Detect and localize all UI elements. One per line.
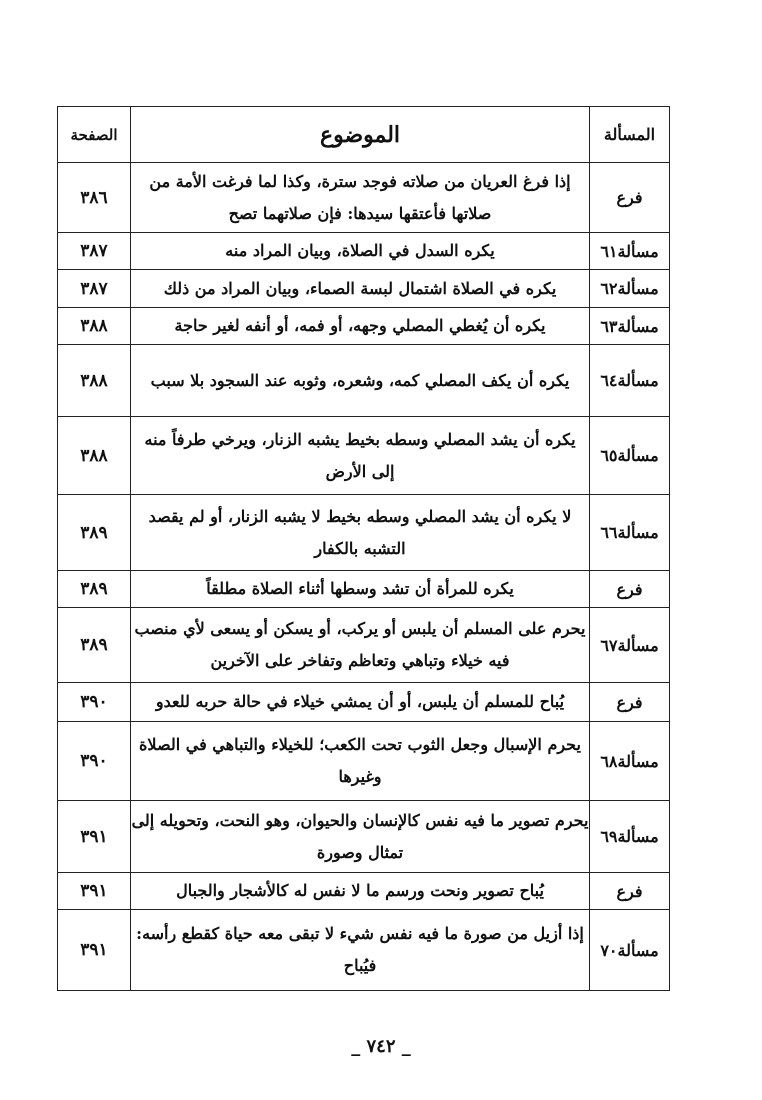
table-row xyxy=(58,683,670,722)
question-cell: مسألة٦٨ xyxy=(590,722,670,801)
topic-cell: لا يكره أن يشد المصلي وسطه بخيط لا يشبه الزنار، أو لم يقصد التشبه بالكفار xyxy=(131,495,590,571)
table-row xyxy=(58,308,670,345)
table-row xyxy=(58,345,670,417)
topic-cell: يحرم على المسلم أن يلبس أو يركب، أو يسكن أو يسعى لأي منصب فيه خيلاء وتباهي وتعاظم وتفاخر على الآخرين xyxy=(131,608,590,683)
page-cell: ٣٨٧ xyxy=(58,270,131,308)
topic-cell: يُباح تصوير ونحت ورسم ما لا نفس له كالأشجار والجبال xyxy=(131,873,590,910)
table-row xyxy=(58,801,670,873)
topic-cell: يحرم الإسبال وجعل الثوب تحت الكعب؛ للخيلاء والتباهي في الصلاة وغيرها xyxy=(131,722,590,801)
topic-cell: يحرم تصوير ما فيه نفس كالإنسان والحيوان، وهو النحت، وتحويله إلى تمثال وصورة xyxy=(131,801,590,873)
page-cell: ٣٨٦ xyxy=(58,163,131,233)
page-cell: ٣٨٩ xyxy=(58,608,131,683)
page-cell: ٣٩١ xyxy=(58,873,131,910)
page-number: _ ٧٤٢ _ xyxy=(351,1036,411,1057)
table-row xyxy=(58,722,670,801)
topic-cell: يكره أن يشد المصلي وسطه بخيط يشبه الزنار، ويرخي طرفاً منه إلى الأرض xyxy=(131,417,590,495)
topic-cell: يكره للمرأة أن تشد وسطها أثناء الصلاة مطلقاً xyxy=(131,571,590,608)
topic-cell: يُباح للمسلم أن يلبس، أو أن يمشي خيلاء في حالة حربه للعدو xyxy=(131,683,590,722)
topic-cell: إذا فرغ العريان من صلاته فوجد سترة، وكذا لما فرغت الأمة من صلاتها فأعتقها سيدها: فإن صلاتهما تصح xyxy=(131,163,590,233)
question-cell: مسألة٧٠ xyxy=(590,910,670,991)
table-row xyxy=(58,910,670,991)
page-cell: ٣٨٨ xyxy=(58,308,131,345)
question-cell: فرع xyxy=(590,683,670,722)
table-row xyxy=(58,163,670,233)
page-cell: ٣٩٠ xyxy=(58,683,131,722)
topic-cell: يكره أن يُغطي المصلي وجهه، أو فمه، أو أنفه لغير حاجة xyxy=(131,308,590,345)
table-row xyxy=(58,495,670,571)
topic-cell: يكره السدل في الصلاة، وبيان المراد منه xyxy=(131,233,590,270)
question-cell: فرع xyxy=(590,571,670,608)
table-row xyxy=(58,873,670,910)
question-cell: مسألة٦٦ xyxy=(590,495,670,571)
topic-cell: إذا أزيل من صورة ما فيه نفس شيء لا تبقى معه حياة كقطع رأسه: فيُباح xyxy=(131,910,590,991)
table-row xyxy=(58,270,670,308)
question-cell: مسألة٦٣ xyxy=(590,308,670,345)
header-question: المسألة xyxy=(590,107,670,163)
question-cell: فرع xyxy=(590,873,670,910)
question-cell: مسألة٦٧ xyxy=(590,608,670,683)
topic-cell: يكره أن يكف المصلي كمه، وشعره، وثوبه عند السجود بلا سبب xyxy=(131,345,590,417)
page-cell: ٣٨٧ xyxy=(58,233,131,270)
page-cell: ٣٩١ xyxy=(58,910,131,991)
header-page: الصفحة xyxy=(58,107,131,163)
index-table xyxy=(57,106,670,991)
table-row xyxy=(58,571,670,608)
question-cell: مسألة٦٥ xyxy=(590,417,670,495)
question-cell: مسألة٦١ xyxy=(590,233,670,270)
page-cell: ٣٨٩ xyxy=(58,495,131,571)
page-cell: ٣٨٨ xyxy=(58,417,131,495)
header-topic: الموضوع xyxy=(131,107,590,163)
topic-cell: يكره في الصلاة اشتمال لبسة الصماء، وبيان المراد من ذلك xyxy=(131,270,590,308)
table-row xyxy=(58,417,670,495)
table-row xyxy=(58,233,670,270)
question-cell: مسألة٦٢ xyxy=(590,270,670,308)
page-cell: ٣٨٨ xyxy=(58,345,131,417)
page-cell: ٣٨٩ xyxy=(58,571,131,608)
page-cell: ٣٩٠ xyxy=(58,722,131,801)
page-cell: ٣٩١ xyxy=(58,801,131,873)
question-cell: مسألة٦٩ xyxy=(590,801,670,873)
table-row xyxy=(58,608,670,683)
question-cell: فرع xyxy=(590,163,670,233)
header-row xyxy=(58,107,670,163)
question-cell: مسألة٦٤ xyxy=(590,345,670,417)
